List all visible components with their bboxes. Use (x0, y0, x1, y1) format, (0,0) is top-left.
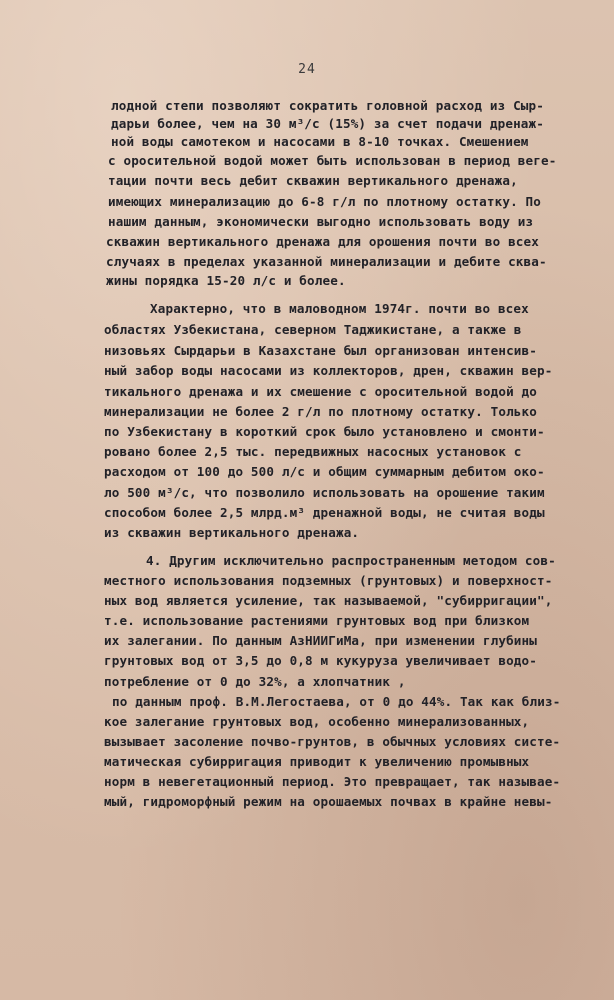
text-line: областях Узбекистана, северном Таджикистане, а также в (104, 322, 522, 337)
text-line: имеющих минерализацию до 6-8 г/л по плотному остатку. По (108, 194, 541, 209)
text-line: с оросительной водой может быть использован в период веге- (108, 153, 557, 168)
text-line: дарьи более, чем на 30 м³/с (15%) за счет подачи дренаж- (111, 116, 544, 131)
text-line: скважин вертикального дренажа для орошения почти во всех (106, 234, 539, 249)
text-line: расходом от 100 до 500 л/с и общим суммарным дебитом око- (104, 464, 545, 479)
text-line: их залегании. По данным АзНИИГиМа, при изменении глубины (104, 633, 537, 648)
text-line: лодной степи позволяют сократить головной расход из Сыр- (111, 98, 544, 113)
text-line: нашим данным, экономически выгодно использовать воду из (108, 214, 534, 229)
text-line: тикального дренажа и их смешение с оросительной водой до (104, 384, 537, 399)
text-line: ло 500 м³/с, что позволило использовать на орошение таким (104, 485, 545, 500)
text-line: кое залегание грунтовых вод, особенно минерализованных, (104, 714, 530, 729)
text-line: грунтовых вод от 3,5 до 0,8 м кукуруза увеличивает водо- (104, 653, 537, 668)
text-line: жины порядка 15-20 л/с и более. (106, 273, 346, 288)
text-line: вызывает засоление почво-грунтов, в обычных условиях систе- (104, 734, 561, 749)
text-line: минерализации не более 2 г/л по плотному остатку. Только (104, 404, 537, 419)
text-line: случаях в пределах указанной минерализации и дебите сква- (106, 254, 547, 269)
text-line: ный забор воды насосами из коллекторов, дрен, скважин вер- (104, 363, 553, 378)
text-line: низовьях Сырдарьи в Казахстане был организован интенсив- (104, 343, 537, 358)
page-number: 24 (298, 62, 316, 77)
text-line: Характерно, что в маловодном 1974г. почти во всех (150, 301, 529, 316)
text-line: норм в невегетационный период. Это превращает, так называе- (104, 774, 561, 789)
text-line: потребление от 0 до 32%, а хлопчатник , (104, 674, 406, 689)
text-line: ных вод является усиление, так называемой, "субирригации", (104, 593, 553, 608)
text-line: из скважин вертикального дренажа. (104, 525, 360, 540)
text-line: матическая субирригация приводит к увеличению промывных (104, 754, 530, 769)
text-line: тации почти весь дебит скважин вертикального дренажа, (108, 173, 518, 188)
text-line: по данным проф. В.М.Легостаева, от 0 до 44%. Так как близ- (112, 694, 561, 709)
text-line: ровано более 2,5 тыс. передвижных насосных установок с (104, 444, 522, 459)
text-line: способом более 2,5 млрд.м³ дренажной воды, не считая воды (104, 505, 545, 520)
text-line: по Узбекистану в короткий срок было установлено и смонти- (104, 424, 545, 439)
text-line: ной воды самотеком и насосами в 8-10 точках. Смешением (111, 134, 529, 149)
text-line: т.е. использование растениями грунтовых вод при близком (104, 613, 530, 628)
text-line: мый, гидроморфный режим на орошаемых почвах в крайне невы- (104, 794, 553, 809)
text-line: 4. Другим исключительно распространенным методом сов- (146, 553, 556, 568)
text-line: местного использования подземных (грунтовых) и поверхност- (104, 573, 553, 588)
